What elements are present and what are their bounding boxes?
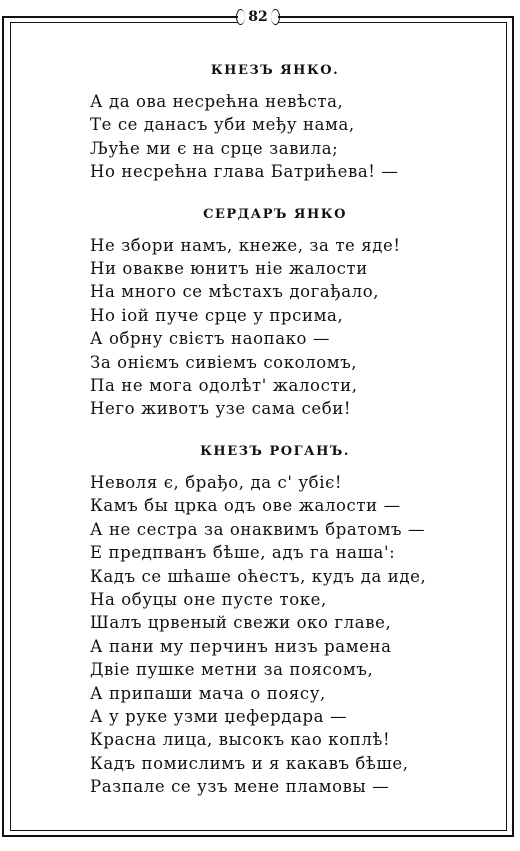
verse-line: Красна лица, высокъ као коплѣ! (90, 730, 391, 750)
verse-line: А не сестра за онаквимъ братомъ — (90, 519, 426, 539)
verse-line: А да ова несрећна невѣста, (90, 92, 344, 111)
verse-line: Шалъ црвеный свежи око главе, (90, 613, 392, 633)
verse-line: А пани му перчинъ низъ рамена (90, 636, 392, 656)
page-number: 82 (238, 6, 278, 28)
speaker-heading: КНЕЗЪ ЯНКО. (210, 63, 340, 78)
verse-line: Ни овакве юнитъ ніе жалости (90, 259, 368, 279)
verse-line: Но іой пуче срце у прсима, (90, 305, 344, 325)
verse-line: Неволя є, брађо, да с' убіє! (90, 472, 343, 492)
verse-line: Разпале се узъ мене пламовы — (90, 777, 390, 797)
section-knez-janko (90, 60, 480, 184)
section-knez-rogan (90, 441, 480, 799)
verse-line: А у руке узми џефердара — (90, 706, 348, 726)
poem-text (90, 60, 480, 819)
verse-line: А припаши мача о поясу, (90, 683, 326, 703)
verse-line: Но несрећна глава Батрићева! — (90, 162, 399, 182)
verse-line: Па не мога одолѣт' жалости, (90, 376, 358, 396)
speaker-heading: КНЕЗЪ РОГАНЪ. (200, 443, 350, 459)
verse-line: Кадъ помислимъ и я какавъ бѣше, (90, 753, 409, 773)
verse-line: Љуће ми є на срце завила; (90, 138, 339, 158)
verse-line: На много се мѣстахъ догађало, (90, 282, 380, 302)
verse-line: Камъ бы црка одъ ове жалости — (90, 496, 401, 516)
verse-line: Него животъ узе сама себи! (90, 399, 352, 419)
section-serdar-janko (90, 204, 480, 421)
stanza (90, 234, 480, 421)
verse-line: На обуцы оне пусте токе, (90, 589, 327, 609)
verse-line: Те се данасъ уби међу нама, (90, 115, 355, 135)
stanza (90, 471, 480, 799)
stanza (90, 90, 480, 184)
verse-line: Не збори намъ, кнеже, за те яде! (90, 235, 401, 255)
verse-line: Двіе пушке метни за поясомъ, (90, 660, 374, 680)
verse-line: А обрну свієтъ наопако — (90, 329, 331, 349)
verse-line: За оніємъ сивіемъ соколомъ, (90, 352, 358, 372)
verse-line: Кадъ се шћаше оћестъ, кудъ да иде, (90, 566, 427, 586)
speaker-heading: СЕРДАРЪ ЯНКО (203, 206, 347, 222)
verse-line: Е предпванъ бѣше, адъ га наша': (90, 543, 396, 563)
